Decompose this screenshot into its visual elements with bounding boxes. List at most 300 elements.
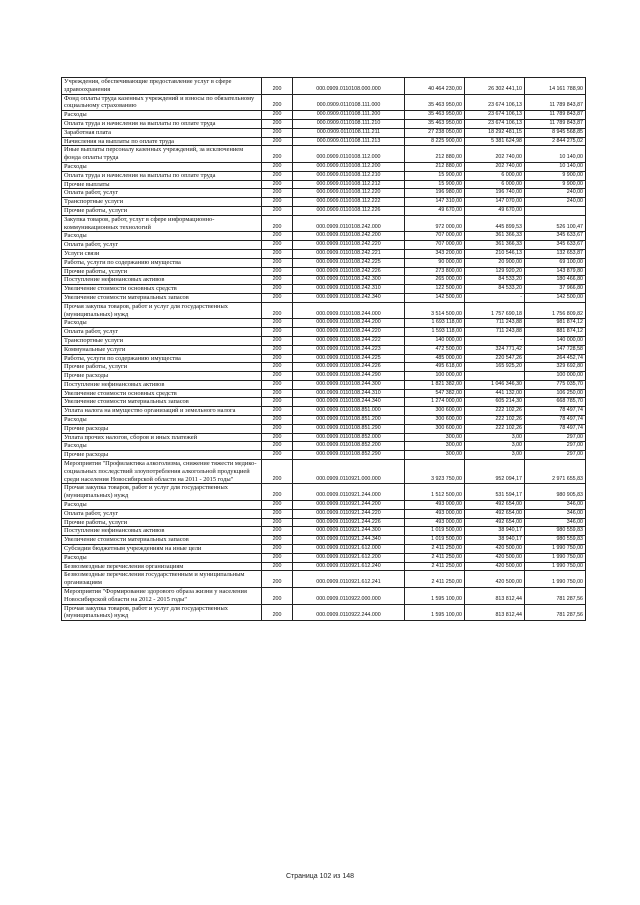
row-name: Поступление нефинансовых активов xyxy=(62,527,262,536)
row-name: Увеличение стоимости основных средств xyxy=(62,389,262,398)
row-kbk: 000.0909.0110108.000.000 xyxy=(293,78,405,95)
row-assigned: 493 000,00 xyxy=(405,501,465,510)
row-remaining: 11 789 843,87 xyxy=(525,119,586,128)
row-code: 200 xyxy=(262,285,293,294)
table-row xyxy=(62,372,586,381)
table-row xyxy=(62,451,586,460)
table-row xyxy=(62,249,586,258)
row-assigned: 547 382,00 xyxy=(405,389,465,398)
table-row xyxy=(62,180,586,189)
row-kbk: 000.0909.0110108.111.000 xyxy=(293,94,405,111)
row-code: 200 xyxy=(262,241,293,250)
row-executed: 196 740,00 xyxy=(465,189,525,198)
row-code: 200 xyxy=(262,128,293,137)
row-remaining: 781 287,56 xyxy=(525,588,586,605)
row-executed: 23 674 106,13 xyxy=(465,119,525,128)
row-assigned: 300,00 xyxy=(405,442,465,451)
row-remaining: 980 559,83 xyxy=(525,536,586,545)
row-name: Расходы xyxy=(62,416,262,425)
row-code: 200 xyxy=(262,162,293,171)
row-name: Работы, услуги по содержанию имущества xyxy=(62,258,262,267)
row-assigned: 495 618,00 xyxy=(405,363,465,372)
row-code: 200 xyxy=(262,407,293,416)
row-code: 200 xyxy=(262,319,293,328)
row-kbk: 000.0909.0110108.111.211 xyxy=(293,128,405,137)
row-code: 200 xyxy=(262,78,293,95)
row-assigned: 2 411 250,00 xyxy=(405,553,465,562)
row-name: Безвозмездные перечисления организациям xyxy=(62,562,262,571)
row-name: Расходы xyxy=(62,232,262,241)
row-code: 200 xyxy=(262,111,293,120)
row-kbk: 000.0909.0110921.244.226 xyxy=(293,518,405,527)
row-executed: 18 292 481,15 xyxy=(465,128,525,137)
row-assigned: 15 900,00 xyxy=(405,171,465,180)
row-name: Прочие выплаты xyxy=(62,180,262,189)
table-row xyxy=(62,460,586,484)
row-code: 200 xyxy=(262,293,293,302)
table-row xyxy=(62,363,586,372)
row-executed: 605 214,30 xyxy=(465,398,525,407)
row-name: Безвозмездные перечисления государственным и муниципальным организациям xyxy=(62,571,262,588)
row-code: 200 xyxy=(262,518,293,527)
table-row xyxy=(62,94,586,111)
row-kbk: 000.0909.0110921.612.000 xyxy=(293,545,405,554)
row-kbk: 000.0909.0110922.000.000 xyxy=(293,588,405,605)
row-assigned: 300,00 xyxy=(405,433,465,442)
row-assigned: 49 670,00 xyxy=(405,206,465,215)
table-row xyxy=(62,302,586,319)
row-remaining: 1 756 809,82 xyxy=(525,302,586,319)
row-name: Расходы xyxy=(62,442,262,451)
row-remaining: 881 874,12 xyxy=(525,328,586,337)
row-code: 200 xyxy=(262,363,293,372)
row-executed: 222 102,26 xyxy=(465,407,525,416)
row-code: 200 xyxy=(262,232,293,241)
table-row xyxy=(62,171,586,180)
row-remaining: 240,00 xyxy=(525,198,586,207)
table-row xyxy=(62,527,586,536)
row-assigned: 707 000,00 xyxy=(405,232,465,241)
row-name: Поступление нефинансовых активов xyxy=(62,380,262,389)
row-remaining: 2 844 275,02 xyxy=(525,137,586,146)
row-name: Прочая закупка товаров, работ и услуг для государственных (муниципальных) нужд xyxy=(62,302,262,319)
row-assigned: 2 411 250,00 xyxy=(405,562,465,571)
row-code: 200 xyxy=(262,451,293,460)
row-assigned: 40 464 230,00 xyxy=(405,78,465,95)
row-kbk: 000.0909.0110108.244.222 xyxy=(293,336,405,345)
table-row xyxy=(62,562,586,571)
row-kbk: 000.0909.0110108.242.200 xyxy=(293,232,405,241)
row-code: 200 xyxy=(262,276,293,285)
row-remaining: 37 966,80 xyxy=(525,285,586,294)
row-remaining: 781 287,56 xyxy=(525,604,586,621)
table-row xyxy=(62,276,586,285)
row-remaining: 1 990 750,00 xyxy=(525,553,586,562)
row-kbk: 000.0909.0110108.244.225 xyxy=(293,354,405,363)
row-kbk: 000.0909.0110108.112.226 xyxy=(293,206,405,215)
row-name: Оплата труда и начисления на выплаты по оплате труда xyxy=(62,119,262,128)
row-assigned: 1 593 118,00 xyxy=(405,328,465,337)
row-executed: 210 546,13 xyxy=(465,249,525,258)
row-name: Уплата прочих налогов, сборов и иных платежей xyxy=(62,433,262,442)
row-kbk: 000.0909.0110921.244.300 xyxy=(293,527,405,536)
table-row xyxy=(62,398,586,407)
row-code: 200 xyxy=(262,146,293,163)
row-code: 200 xyxy=(262,258,293,267)
table-row xyxy=(62,189,586,198)
table-row xyxy=(62,206,586,215)
row-assigned: 15 900,00 xyxy=(405,180,465,189)
table-row xyxy=(62,484,586,501)
row-code: 200 xyxy=(262,536,293,545)
row-remaining: 775 035,70 xyxy=(525,380,586,389)
row-remaining: 329 692,80 xyxy=(525,363,586,372)
row-code: 200 xyxy=(262,119,293,128)
row-executed: 531 594,17 xyxy=(465,484,525,501)
table-row xyxy=(62,518,586,527)
row-remaining: 140 000,00 xyxy=(525,336,586,345)
row-kbk: 000.0909.0110108.112.200 xyxy=(293,162,405,171)
row-executed: 6 000,00 xyxy=(465,171,525,180)
row-remaining: 346,00 xyxy=(525,509,586,518)
row-name: Работы, услуги по содержанию имущества xyxy=(62,354,262,363)
row-assigned: 493 000,00 xyxy=(405,509,465,518)
row-kbk: 000.0909.0110921.612.241 xyxy=(293,571,405,588)
table-row xyxy=(62,215,586,232)
row-executed: 23 674 106,13 xyxy=(465,94,525,111)
row-remaining: 100 000,00 xyxy=(525,372,586,381)
table-row xyxy=(62,354,586,363)
row-assigned: 2 411 250,00 xyxy=(405,571,465,588)
row-name: Прочие расходы xyxy=(62,424,262,433)
row-kbk: 000.0909.0110921.244.220 xyxy=(293,509,405,518)
row-name: Оплата работ, услуг xyxy=(62,509,262,518)
table-row xyxy=(62,319,586,328)
row-executed xyxy=(465,372,525,381)
row-kbk: 000.0909.0110108.244.220 xyxy=(293,328,405,337)
row-code: 200 xyxy=(262,354,293,363)
table-row xyxy=(62,416,586,425)
row-assigned: 142 500,00 xyxy=(405,293,465,302)
budget-table xyxy=(61,77,586,621)
row-executed: 49 670,00 xyxy=(465,206,525,215)
row-kbk: 000.0909.0110108.112.210 xyxy=(293,171,405,180)
table-row xyxy=(62,389,586,398)
row-code: 200 xyxy=(262,442,293,451)
table-row xyxy=(62,328,586,337)
row-code: 200 xyxy=(262,553,293,562)
row-executed: 441 132,00 xyxy=(465,389,525,398)
row-code: 200 xyxy=(262,509,293,518)
row-assigned: 300 600,00 xyxy=(405,424,465,433)
row-code: 200 xyxy=(262,389,293,398)
row-executed: 492 654,00 xyxy=(465,509,525,518)
row-kbk: 000.0909.0110108.244.000 xyxy=(293,302,405,319)
row-code: 200 xyxy=(262,206,293,215)
row-code: 200 xyxy=(262,137,293,146)
row-name: Заработная плата xyxy=(62,128,262,137)
table-row xyxy=(62,545,586,554)
row-executed: 202 740,00 xyxy=(465,146,525,163)
row-assigned: 485 000,00 xyxy=(405,354,465,363)
row-code: 200 xyxy=(262,249,293,258)
row-remaining xyxy=(525,206,586,215)
row-assigned: 1 512 500,00 xyxy=(405,484,465,501)
row-assigned: 212 880,00 xyxy=(405,162,465,171)
row-executed: 711 243,88 xyxy=(465,319,525,328)
row-remaining: 2 971 655,83 xyxy=(525,460,586,484)
row-kbk: 000.0909.0110108.852.200 xyxy=(293,442,405,451)
row-name: Прочие работы, услуги xyxy=(62,518,262,527)
row-assigned: 140 000,00 xyxy=(405,336,465,345)
row-executed: 420 500,00 xyxy=(465,571,525,588)
row-code: 200 xyxy=(262,189,293,198)
row-assigned: 300 600,00 xyxy=(405,407,465,416)
row-executed: 420 500,00 xyxy=(465,562,525,571)
table-row xyxy=(62,571,586,588)
table-row xyxy=(62,285,586,294)
row-kbk: 000.0909.0110108.244.290 xyxy=(293,372,405,381)
row-name: Расходы xyxy=(62,501,262,510)
row-kbk: 000.0909.0110921.244.000 xyxy=(293,484,405,501)
row-executed: 445 899,53 xyxy=(465,215,525,232)
row-assigned: 300,00 xyxy=(405,451,465,460)
row-assigned: 100 000,00 xyxy=(405,372,465,381)
row-kbk: 000.0909.0110922.244.000 xyxy=(293,604,405,621)
row-executed: 84 533,20 xyxy=(465,276,525,285)
row-executed: 361 366,33 xyxy=(465,232,525,241)
row-assigned: 212 880,00 xyxy=(405,146,465,163)
row-name: Прочая закупка товаров, работ и услуг для государственных (муниципальных) нужд xyxy=(62,604,262,621)
row-remaining: 346,00 xyxy=(525,501,586,510)
row-assigned: 1 595 100,00 xyxy=(405,604,465,621)
row-assigned: 147 310,00 xyxy=(405,198,465,207)
table-row xyxy=(62,241,586,250)
row-remaining: 11 789 843,87 xyxy=(525,94,586,111)
row-name: Прочие работы, услуги xyxy=(62,363,262,372)
row-code: 200 xyxy=(262,372,293,381)
row-remaining: 297,00 xyxy=(525,451,586,460)
table-row xyxy=(62,604,586,621)
row-assigned: 300 600,00 xyxy=(405,416,465,425)
row-remaining: 264 452,74 xyxy=(525,354,586,363)
row-executed: 38 940,17 xyxy=(465,536,525,545)
table-row xyxy=(62,258,586,267)
row-code: 200 xyxy=(262,171,293,180)
row-kbk: 000.0909.0110108.851.200 xyxy=(293,416,405,425)
row-assigned: 1 821 382,00 xyxy=(405,380,465,389)
row-remaining: 132 653,87 xyxy=(525,249,586,258)
row-executed: 3,00 xyxy=(465,442,525,451)
row-code: 200 xyxy=(262,180,293,189)
row-kbk: 000.0909.0110108.111.213 xyxy=(293,137,405,146)
table-row xyxy=(62,146,586,163)
row-executed: 147 070,00 xyxy=(465,198,525,207)
row-remaining: 106 250,00 xyxy=(525,389,586,398)
row-code: 200 xyxy=(262,571,293,588)
table-row xyxy=(62,293,586,302)
row-name: Расходы xyxy=(62,553,262,562)
row-code: 200 xyxy=(262,416,293,425)
row-name: Поступление нефинансовых активов xyxy=(62,276,262,285)
row-executed: 420 500,00 xyxy=(465,553,525,562)
row-executed: 222 102,26 xyxy=(465,416,525,425)
row-executed: 26 302 441,10 xyxy=(465,78,525,95)
row-name: Начисления на выплаты по оплате труда xyxy=(62,137,262,146)
row-kbk: 000.0909.0110108.244.226 xyxy=(293,363,405,372)
row-kbk: 000.0909.0110108.244.310 xyxy=(293,389,405,398)
row-assigned: 90 000,00 xyxy=(405,258,465,267)
row-remaining: 526 100,47 xyxy=(525,215,586,232)
row-kbk: 000.0909.0110108.242.221 xyxy=(293,249,405,258)
row-name: Расходы xyxy=(62,319,262,328)
row-code: 200 xyxy=(262,345,293,354)
row-remaining: 980 559,83 xyxy=(525,527,586,536)
row-name: Субсидии бюджетным учреждениям на иные цели xyxy=(62,545,262,554)
row-executed: 6 000,00 xyxy=(465,180,525,189)
row-assigned: 1 019 500,00 xyxy=(405,536,465,545)
row-remaining: 14 161 788,90 xyxy=(525,78,586,95)
row-kbk: 000.0909.0110921.244.340 xyxy=(293,536,405,545)
row-remaining: 8 945 568,85 xyxy=(525,128,586,137)
row-assigned: 2 411 250,00 xyxy=(405,545,465,554)
row-remaining: 180 466,80 xyxy=(525,276,586,285)
row-assigned: 707 000,00 xyxy=(405,241,465,250)
row-kbk: 000.0909.0110108.112.212 xyxy=(293,180,405,189)
row-remaining: 345 633,67 xyxy=(525,232,586,241)
table-row xyxy=(62,433,586,442)
row-code: 200 xyxy=(262,501,293,510)
row-remaining: 345 633,67 xyxy=(525,241,586,250)
row-kbk: 000.0909.0110108.242.310 xyxy=(293,285,405,294)
page-footer: Страница 102 из 148 xyxy=(285,873,355,880)
row-remaining: 1 990 750,00 xyxy=(525,545,586,554)
row-assigned: 3 923 750,00 xyxy=(405,460,465,484)
table-row xyxy=(62,501,586,510)
row-name: Оплата работ, услуг xyxy=(62,189,262,198)
table-row xyxy=(62,588,586,605)
row-executed: 492 654,00 xyxy=(465,518,525,527)
row-name: Оплата работ, услуг xyxy=(62,241,262,250)
row-remaining: 9 900,00 xyxy=(525,180,586,189)
row-remaining: 668 785,70 xyxy=(525,398,586,407)
row-code: 200 xyxy=(262,380,293,389)
row-kbk: 000.0909.0110921.244.200 xyxy=(293,501,405,510)
row-executed: 3,00 xyxy=(465,451,525,460)
row-executed: 5 381 624,98 xyxy=(465,137,525,146)
row-name: Оплата труда и начисления на выплаты по оплате труда xyxy=(62,171,262,180)
row-executed: 23 674 106,13 xyxy=(465,111,525,120)
row-kbk: 000.0909.0110108.111.210 xyxy=(293,119,405,128)
row-executed: 813 812,44 xyxy=(465,588,525,605)
table-row xyxy=(62,553,586,562)
table-row xyxy=(62,345,586,354)
row-name: Прочие работы, услуги xyxy=(62,206,262,215)
row-remaining: 147 728,58 xyxy=(525,345,586,354)
row-name: Прочие работы, услуги xyxy=(62,267,262,276)
row-assigned: 265 000,00 xyxy=(405,276,465,285)
row-code: 200 xyxy=(262,398,293,407)
row-code: 200 xyxy=(262,588,293,605)
row-assigned: 1 019 500,00 xyxy=(405,527,465,536)
table-row xyxy=(62,78,586,95)
row-code: 200 xyxy=(262,198,293,207)
row-assigned: 3 514 500,00 xyxy=(405,302,465,319)
row-executed: 165 925,20 xyxy=(465,363,525,372)
row-code: 200 xyxy=(262,302,293,319)
row-name: Мероприятия "Профилактика алкоголизма, снижение тяжести медико-социальных последствий злоупотребления алкогольной продукцией среди населения Новосибирской области на 2011 - 2015 годы" xyxy=(62,460,262,484)
row-kbk: 000.0909.0110108.242.340 xyxy=(293,293,405,302)
table-row xyxy=(62,128,586,137)
row-executed: 324 771,42 xyxy=(465,345,525,354)
table-row xyxy=(62,442,586,451)
row-kbk: 000.0909.0110108.851.290 xyxy=(293,424,405,433)
row-executed: 20 900,00 xyxy=(465,258,525,267)
row-name: Прочие расходы xyxy=(62,451,262,460)
row-kbk: 000.0909.0110921.612.240 xyxy=(293,562,405,571)
row-executed: 1 757 690,18 xyxy=(465,302,525,319)
row-assigned: 196 980,00 xyxy=(405,189,465,198)
row-assigned: 35 463 950,00 xyxy=(405,94,465,111)
row-kbk: 000.0909.0110108.112.222 xyxy=(293,198,405,207)
row-code: 200 xyxy=(262,267,293,276)
row-remaining: 297,00 xyxy=(525,433,586,442)
row-name: Коммунальные услуги xyxy=(62,345,262,354)
row-remaining: 981 874,12 xyxy=(525,319,586,328)
row-executed: - xyxy=(465,336,525,345)
row-remaining: 10 140,00 xyxy=(525,146,586,163)
row-code: 200 xyxy=(262,336,293,345)
row-name: Уплата налога на имущество организаций и земельного налога xyxy=(62,407,262,416)
row-executed: 220 547,26 xyxy=(465,354,525,363)
row-remaining: 78 497,74 xyxy=(525,416,586,425)
row-name: Мероприятия "Формирование здорового образа жизни у населения Новосибирской области на 2012 - 2015 годы" xyxy=(62,588,262,605)
table-row xyxy=(62,198,586,207)
row-assigned: 1 595 100,00 xyxy=(405,588,465,605)
row-kbk: 000.0909.0110108.242.000 xyxy=(293,215,405,232)
row-assigned: 472 500,00 xyxy=(405,345,465,354)
row-name: Иные выплаты персоналу казенных учреждений, за исключением фонда оплаты труда xyxy=(62,146,262,163)
row-name: Расходы xyxy=(62,111,262,120)
row-name: Прочие расходы xyxy=(62,372,262,381)
table-row xyxy=(62,232,586,241)
row-assigned: 27 238 050,00 xyxy=(405,128,465,137)
row-remaining: 143 879,80 xyxy=(525,267,586,276)
row-name: Транспортные услуги xyxy=(62,198,262,207)
row-kbk: 000.0909.0110108.242.225 xyxy=(293,258,405,267)
row-executed: 711 243,88 xyxy=(465,328,525,337)
table-row xyxy=(62,509,586,518)
row-kbk: 000.0909.0110108.112.000 xyxy=(293,146,405,163)
row-code: 200 xyxy=(262,484,293,501)
row-executed: 38 940,17 xyxy=(465,527,525,536)
row-remaining: 1 990 750,00 xyxy=(525,571,586,588)
row-assigned: 343 200,00 xyxy=(405,249,465,258)
row-kbk: 000.0909.0110108.242.226 xyxy=(293,267,405,276)
row-remaining: 297,00 xyxy=(525,442,586,451)
row-assigned: 493 000,00 xyxy=(405,518,465,527)
row-remaining: 142 500,00 xyxy=(525,293,586,302)
table-row xyxy=(62,162,586,171)
row-name: Увеличение стоимости материальных запасов xyxy=(62,293,262,302)
row-executed: 84 533,20 xyxy=(465,285,525,294)
table-row xyxy=(62,407,586,416)
row-assigned: 122 500,00 xyxy=(405,285,465,294)
row-kbk: 000.0909.0110108.851.000 xyxy=(293,407,405,416)
table-row xyxy=(62,536,586,545)
row-assigned: 972 000,00 xyxy=(405,215,465,232)
row-remaining: 1 990 750,00 xyxy=(525,562,586,571)
